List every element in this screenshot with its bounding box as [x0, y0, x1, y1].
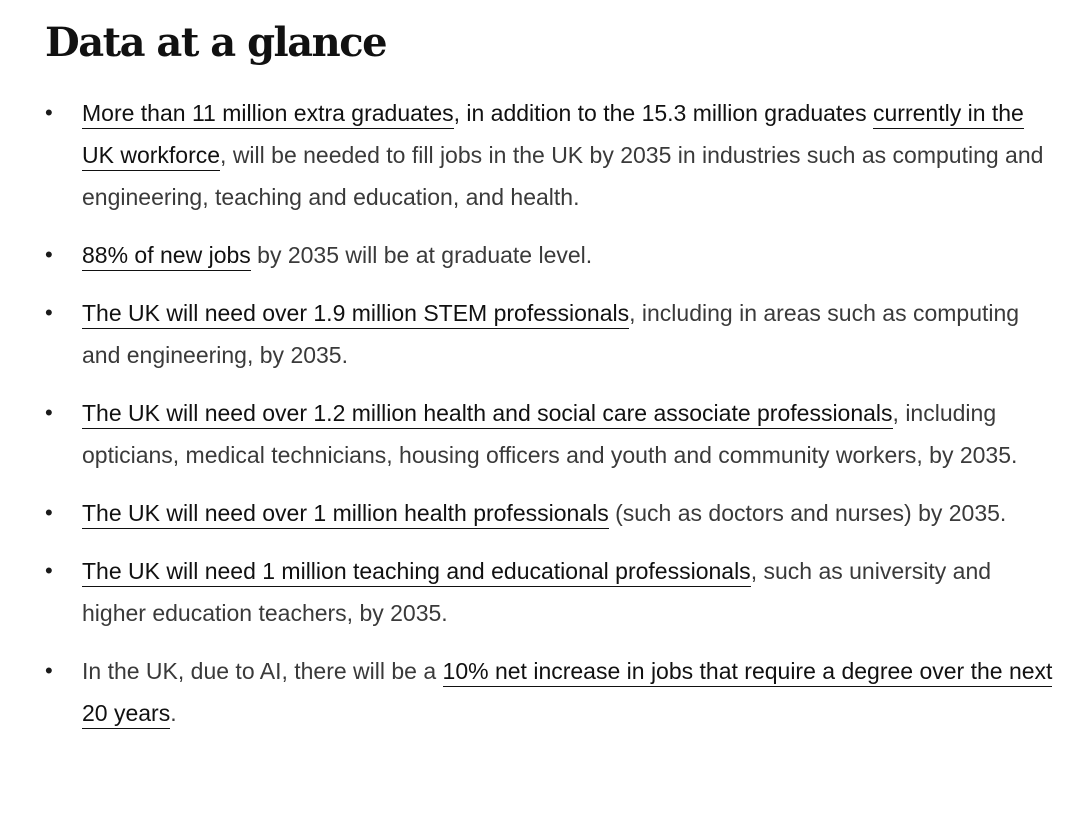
ai-degree-jobs-link[interactable]: 10% net increase in jobs that require a degree over the next 20 years: [82, 658, 1052, 729]
item-text: , including in areas such as computing and engineering, by 2035.: [82, 300, 1020, 368]
bullet-icon: •: [45, 242, 53, 267]
extra-graduates-link[interactable]: More than 11 million extra graduates: [82, 100, 454, 129]
teaching-professionals-link[interactable]: The UK will need 1 million teaching and educational professionals: [82, 558, 751, 587]
item-text: .: [170, 700, 177, 726]
stem-professionals-link[interactable]: The UK will need over 1.9 million STEM professionals: [82, 300, 629, 329]
health-social-care-link[interactable]: The UK will need over 1.2 million health and social care associate professionals: [82, 400, 893, 429]
bullet-icon: •: [45, 558, 53, 583]
new-jobs-link[interactable]: 88% of new jobs: [82, 242, 251, 271]
item-text: by 2035 will be at graduate level.: [250, 242, 593, 268]
list-item: [45, 292, 1055, 376]
item-text: , such as university and higher education teachers, by 2035.: [82, 558, 992, 626]
bullet-icon: •: [45, 400, 53, 425]
item-text: (such as doctors and nurses) by 2035.: [608, 500, 1007, 526]
item-text: In the UK, due to AI, there will be a: [82, 658, 443, 684]
health-professionals-link[interactable]: The UK will need over 1 million health professionals: [82, 500, 609, 529]
bullet-icon: •: [45, 500, 53, 525]
bullet-icon: •: [45, 300, 53, 325]
list-item: [45, 650, 1055, 734]
list-item: [45, 234, 1055, 276]
facts-list: [45, 92, 1055, 734]
data-at-a-glance-section: [45, 0, 1055, 750]
list-item: [45, 392, 1055, 476]
list-item: [45, 550, 1055, 634]
section-heading: Data at a glance: [45, 19, 387, 66]
bullet-icon: •: [45, 658, 53, 683]
uk-workforce-link[interactable]: currently in the UK workforce: [82, 100, 1024, 171]
bullet-icon: •: [45, 100, 53, 125]
item-text: , in addition to the 15.3 million graduates: [453, 100, 867, 126]
item-text: , will be needed to fill jobs in the UK by 2035 in industries such as computing and engineering, teaching and education, and health.: [82, 142, 1044, 210]
list-item: [45, 492, 1055, 534]
item-text: , including opticians, medical technicians, housing officers and youth and community workers, by 2035.: [82, 400, 1018, 468]
list-item: [45, 92, 1055, 218]
